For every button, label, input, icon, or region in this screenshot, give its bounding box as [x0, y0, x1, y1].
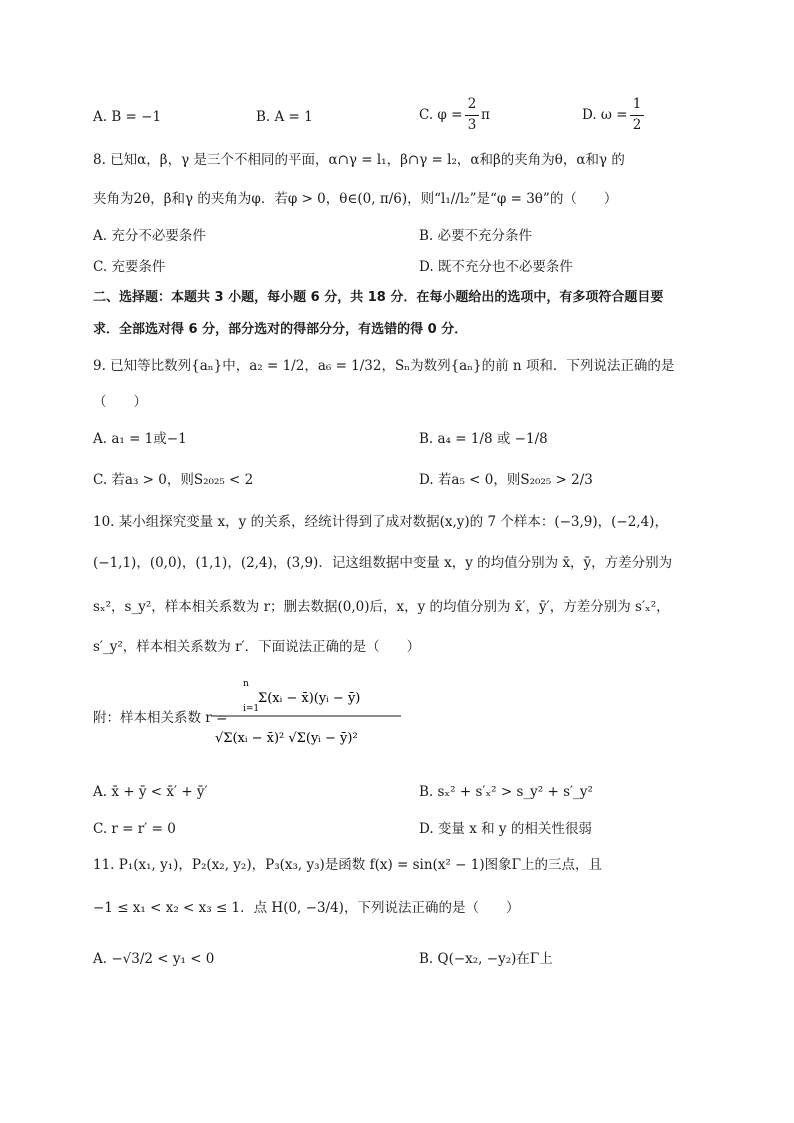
q7-option-c-num: 2	[467, 96, 477, 112]
q10-stem-line3: sₓ²，s_y²，样本相关系数为 r；删去数据(0,0)后，x，y 的均值分别为 x̄′，ȳ′，方差分别为 s′ₓ²，	[93, 599, 670, 615]
q7-option-d-den: 2	[632, 117, 642, 133]
q10-option-c: C. r = r′ = 0	[93, 821, 176, 837]
formula-fraction	[203, 676, 413, 756]
sum-lower: i=1	[243, 704, 260, 714]
formula-label: 附：样本相关系数 r =	[93, 710, 228, 726]
q9-stem-line1: 9. 已知等比数列{aₙ}中，a₂ = 1/2，a₆ = 1/32，Sₙ为数列{aₙ}的前 n 项和．下列说法正确的是	[93, 358, 675, 374]
formula-denominator: √Σ(xᵢ − x̄)² √Σ(yᵢ − ȳ)²	[215, 731, 358, 746]
q8-stem-line1: 8. 已知α，β，γ 是三个不相同的平面，α∩γ = l₁，β∩γ = l₂，α和β的夹角为θ，α和γ 的	[93, 152, 625, 168]
q8-option-c: C. 充要条件	[93, 259, 166, 275]
q10-option-d: D. 变量 x 和 y 的相关性很弱	[419, 821, 592, 837]
correlation-formula	[93, 676, 413, 756]
q8-option-a: A. 充分不必要条件	[93, 228, 206, 244]
q9-stem-line2: （ ）	[93, 394, 147, 410]
q11-stem-line2: −1 ≤ x₁ < x₂ < x₃ ≤ 1．点 H(0, −3/4)，下列说法正确的是（ ）	[93, 900, 520, 916]
q9-option-a: A. a₁ = 1或−1	[93, 431, 187, 447]
q8-option-b: B. 必要不充分条件	[419, 228, 533, 244]
sum-upper: n	[243, 679, 249, 689]
q8-option-d: D. 既不充分也不必要条件	[419, 259, 573, 275]
q7-option-d-num: 1	[632, 96, 642, 112]
q9-option-b: B. a₄ = 1/8 或 −1/8	[419, 431, 548, 447]
q7-option-a: A. B = −1	[93, 109, 162, 125]
q10-stem-line2: (−1,1)，(0,0)，(1,1)，(2,4)，(3,9)．记这组数据中变量 x，y 的均值分别为 x̄，ȳ，方差分别为	[93, 555, 673, 571]
q10-stem-line1: 10. 某小组探究变量 x，y 的关系，经统计得到了成对数据(x,y)的 7 个样本：(−3,9)，(−2,4)，	[93, 514, 668, 530]
q10-option-b: B. sₓ² + s′ₓ² > s_y² + s′_y²	[419, 784, 593, 800]
q7-option-c-tail: π	[481, 107, 490, 123]
q7-option-d-label: D. ω =	[582, 107, 628, 123]
q9-option-c: C. 若a₃ > 0，则S₂₀₂₅ < 2	[93, 472, 254, 488]
section2-instructions-line1: 二、选择题：本题共 3 小题，每小题 6 分，共 18 分．在每小题给出的选项中，有多项符合题目要	[93, 290, 664, 305]
q7-option-c-den: 3	[467, 117, 477, 133]
section2-instructions-line2: 求．全部选对得 6 分，部分选对的得部分分，有选错的得 0 分．	[93, 322, 468, 337]
q7-option-b: B. A = 1	[256, 109, 313, 125]
fraction-bar	[630, 115, 644, 116]
q7-option-c-label: C. φ =	[419, 107, 463, 123]
q9-option-d: D. 若a₅ < 0，则S₂₀₂₅ > 2/3	[419, 472, 593, 488]
q11-stem-line1: 11. P₁(x₁, y₁)，P₂(x₂, y₂)，P₃(x₃, y₃)是函数 f(x) = sin(x² − 1)图象Γ上的三点，且	[93, 857, 602, 873]
formula-numerator: Σ(xᵢ − x̄)(yᵢ − ȳ)	[258, 691, 361, 706]
q11-option-a: A. −√3/2 < y₁ < 0	[93, 951, 215, 967]
q10-stem-line4: s′_y²，样本相关系数为 r′．下面说法正确的是（ ）	[93, 639, 421, 655]
q11-option-b: B. Q(−x₂, −y₂)在Γ上	[419, 951, 553, 967]
q8-stem-line2: 夹角为2θ，β和γ 的夹角为φ．若φ > 0，θ∈(0, π/6)，则“l₁//l₂”是“φ = 3θ”的（ ）	[93, 191, 618, 207]
q10-option-a: A. x̄ + ȳ < x̄′ + ȳ′	[93, 784, 208, 800]
fraction-bar	[465, 115, 479, 116]
